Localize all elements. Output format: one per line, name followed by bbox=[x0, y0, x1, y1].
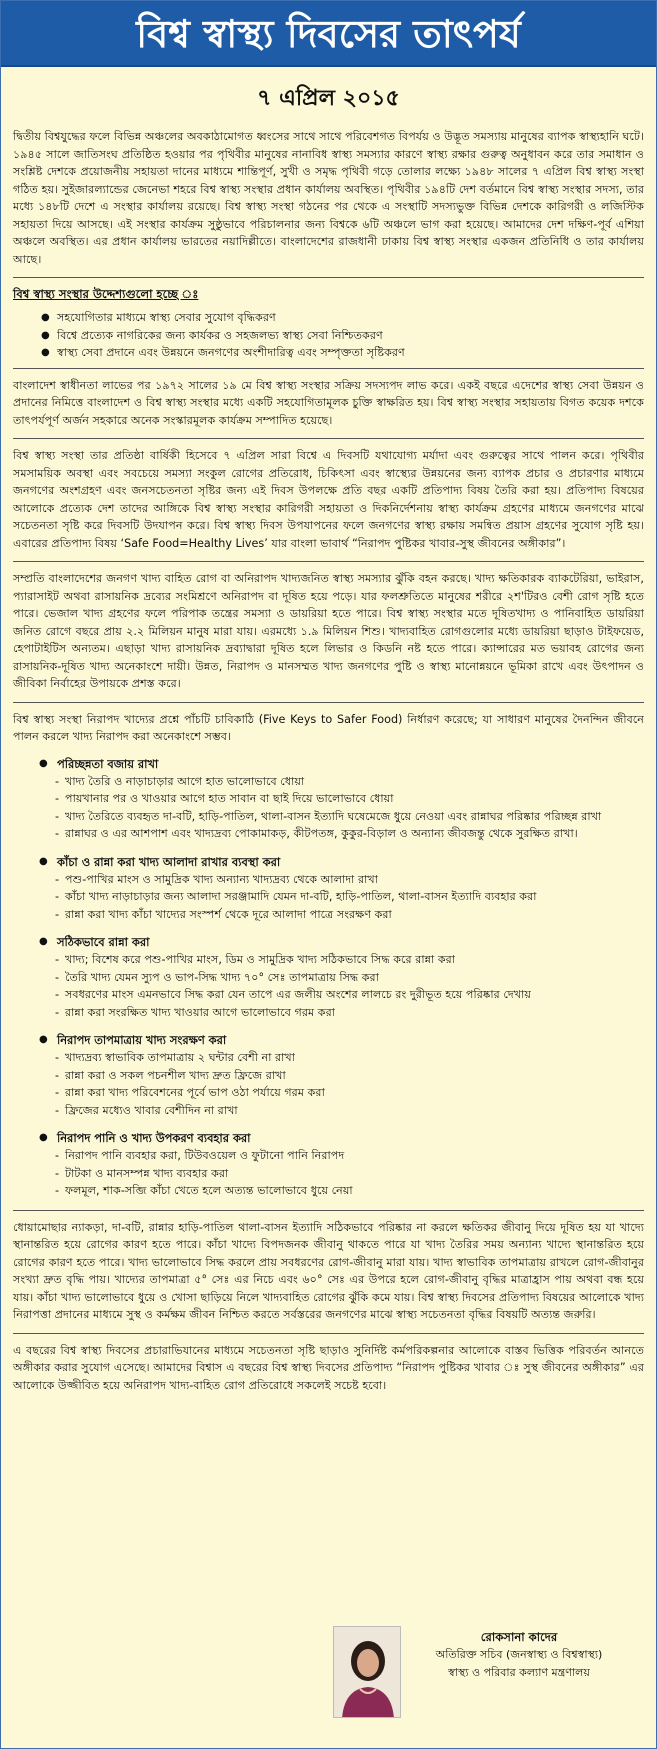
key-item: - রান্না করা সংরক্ষিত খাদ্য খাওয়ার আগে ভালোভাবে গরম করা bbox=[39, 1004, 644, 1022]
key-item: - নিরাপদ পানি ব্যবহার করা, টিউবওয়েল ও ফুটানো পানি নিরাপদ bbox=[39, 1147, 644, 1165]
key-item: - খাদ্য; বিশেষ করে পশু-পাখির মাংস, ডিম ও সামুদ্রিক খাদ্য সঠিকভাবে সিদ্ধ করে রান্না করা bbox=[39, 951, 644, 969]
list-item: ● সহযোগিতার মাধ্যমে স্বাস্থ্য সেবার সুযোগ বৃদ্ধিকরণ bbox=[41, 309, 644, 327]
divider bbox=[13, 1210, 644, 1211]
food-safety-paragraph: সম্প্রতি বাংলাদেশের জনগণ খাদ্য বাহিত রোগ বা অনিরাপদ খাদ্যজনিত স্বাস্থ্য সমস্যার ঝুঁকি বহন করছে। খাদ্য ক্ষতিকারক ব্যাকটেরিয়া, ভাইরাস, প্যারাসাইট অথবা রাসায়নিক দ্রব্যের সংমিশ্রণে অনিরাপদ বা দূষিত হয়ে পড়ে। যার ফলশ্রুতিতে মানুষের শরীরে ২শ'টিরও বেশী রোগ সৃষ্টি হতে পারে। ভেজাল খাদ্য গ্রহণের ফলে পরিপাক তন্ত্রের সমস্যা ও ডায়রিয়া হতে পারে। বিশ্ব স্বাস্থ্য সংস্থার মতে দূষিতখাদ্য ও পানিবাহিত ডায়রিয়া জনিত রোগে বছরে প্রায় ২.২ মিলিয়ন মানুষ মারা যায়। এরমধ্যে ১.৯ মিলিয়ন শিশু। খাদ্যবাহিত রোগগুলোর মধ্যে ডায়রিয়া ছাড়াও টাইফয়েড, হেপাটাইটিস অন্যতম। এছাড়া খাদ্য রাসায়নিক দ্রব্যাদ্বারা দূষিত হলে লিভার ও কিডনি নষ্ট হতে পারে। ক্যান্সারের মত ভয়াবহ রোগের জন্য রাসায়নিক-দূষিত খাদ্য অনেকাংশে দায়ী। উন্নত, নিরাপদ ও মানসম্মত খাদ্য জনগণের পুষ্টি ও স্বাস্থ্য মানোন্নয়নে ভূমিকা রাখে এবং উৎপাদন ও জীবিকা নির্বাহের উপায়কে প্রশস্ত করে। bbox=[13, 572, 644, 690]
key-item: - খাদ্য তৈরিতে ব্যবহৃত দা-বটি, হাড়ি-পাতিল, থালা-বাসন ইত্যাদি ঘষেমেজে ধুয়ে নেওয়া এবং রান্নাঘর পরিষ্কার পরিচ্ছন্ন রাখা bbox=[39, 808, 644, 826]
key-heading: ● কাঁচা ও রান্না করা খাদ্য আলাদা রাখার ব্যবস্থা করা bbox=[39, 853, 644, 871]
five-keys-intro: বিশ্ব স্বাস্থ্য সংস্থা নিরাপদ খাদ্যের প্রশ্নে পাঁচটি চাবিকাঠি (Five Keys to Safer Food) নির্ধারণ করেছে; যা সাধারণ মানুষের দৈনন্দিন জীবনে পালন করলে খাদ্য নিরাপদ করা অনেকাংশে সম্ভব। bbox=[13, 712, 644, 743]
key-item: - রান্না করা খাদ্য পরিবেশনের পূর্বে ভাপ ওঠা পর্যায়ে গরম করা bbox=[39, 1084, 644, 1102]
key-heading: ● পরিচ্ছন্নতা বজায় রাখা bbox=[39, 755, 644, 773]
key-item: - ফ্রিজের মধ্যেও খাবার বেশীদিন না রাখা bbox=[39, 1102, 644, 1120]
page-title: বিশ্ব স্বাস্থ্য দিবসের তাৎপর্য bbox=[1, 1, 656, 67]
date-heading: ৭ এপ্রিল ২০১৫ bbox=[257, 86, 400, 111]
objectives-heading: বিশ্ব স্বাস্থ্য সংস্থার উদ্দেশ্যগুলো হচ্ছে ঃ bbox=[13, 287, 199, 301]
hygiene-paragraph: ধোয়ামোছার ন্যাকড়া, দা-বটি, রান্নার হাড়ি-পাতিল থালা-বাসন ইত্যাদি সঠিকভাবে পরিষ্কার না করলে ক্ষতিকর জীবানু দিয়ে দূষিত হয় যা খাদ্যে স্থানান্তরিত হয়ে রোগের কারণ হতে পারে। কাঁচা খাদ্যে বিপদজনক জীবানু থাকতে পারে যা খাদ্য তৈরির সময় অন্যান্য খাদ্যে স্থানান্তরিত হয়ে রোগের কারণ হতে পারে। খাদ্য ভালোভাবে সিদ্ধ করলে প্রায় সবধরণের রোগ-জীবানু মারা যায়। খাদ্য স্বাভাবিক তাপমাত্রায় রাখলে রোগ-জীবানুর সংখ্যা দ্রুত বৃদ্ধি পায়। খাদ্যের তাপমাত্রা ৫° সেঃ এর নিচে এবং ৬০° সেঃ এর উপরে হলে রোগ-জীবানু বৃদ্ধির মাত্রাহ্রাস পায় অথবা বন্ধ হয়ে যায়। কাঁচা খাদ্য ভালোভাবে ধুয়ে ও খোসা ছাড়িয়ে নিলে খাদ্যবাহিত রোগের ঝুঁকি কমে যায়। বিশ্ব স্বাস্থ্য দিবসের প্রতিপাদ্য বিষয়ের আলোকে খাদ্য নিরাপত্তা প্রদানের মাধ্যমে সুস্থ ও কর্মক্ষম জীবন নিশ্চিত করতে সর্বস্তরের জনগণের মাঝে স্বাস্থ্য সচেতনতা বৃদ্ধির বিষয়টি অত্যন্ত জরুরি। bbox=[13, 1220, 644, 1321]
divider bbox=[13, 702, 644, 703]
article-body bbox=[1, 67, 656, 1748]
key-item: - পশু-পাখির মাংস ও সামুদ্রিক খাদ্য অন্যান্য খাদ্যদ্রব্য থেকে আলাদা রাখা bbox=[39, 871, 644, 889]
key-item: - খাদ্যদ্রব্য স্বাভাবিক তাপমাত্রায় ২ ঘন্টার বেশী না রাখা bbox=[39, 1049, 644, 1067]
key-section-cook bbox=[39, 933, 644, 1021]
author-portrait-icon bbox=[333, 1626, 401, 1718]
key-section-temperature bbox=[39, 1031, 644, 1119]
divider bbox=[13, 561, 644, 562]
key-section-water bbox=[39, 1129, 644, 1200]
intro-paragraph: দ্বিতীয় বিশ্বযুদ্ধের ফলে বিভিন্ন অঞ্চলের অবকাঠামোগত ধ্বংসের সাথে সাথে পরিবেশগত বিপর্যয় ও উদ্ভূত সমস্যায় মানুষের ব্যাপক স্বাস্থ্যহানি ঘটে। ১৯৪৫ সালে জাতিসংঘ প্রতিষ্ঠিত হওয়ার পর পৃথিবীর মানুষের নানাবিধ স্বাস্থ্য সমস্যার কারণে স্বাস্থ্য রক্ষার গুরুত্ব অনুধাবন করে তার সমাধান ও সংশ্লিষ্ট দেশকে প্রয়োজনীয় সহায়তা দানের মাধ্যমে শান্তিপূর্ণ, সুখী ও সমৃদ্ধ পৃথিবী গড়ে তোলার লক্ষ্যে ১৯৪৮ সালের ৭ এপ্রিল বিশ্ব স্বাস্থ্য সংস্থা গঠিত হয়। সুইজারল্যান্ডের জেনেভা শহরে বিশ্ব স্বাস্থ্য সংস্থার প্রধান কার্যালয় অবস্থিত। পৃথিবীর ১৯৪টি দেশ বর্তমানে বিশ্ব স্বাস্থ্য সংস্থার সদস্য, তার মধ্যে ১৪৮টি দেশে এ সংস্থার কার্যালয় রয়েছে। বিশ্ব স্বাস্থ্য সংস্থা গঠনের পর থেকে এ সংস্থাটি সদস্যভুক্ত বিভিন্ন দেশকে কারিগরী ও লজিস্টিক সহায়তা দিয়ে আসছে। এই সংস্থার কার্যক্রম সুষ্ঠুভাবে পরিচালনার জন্য বিশ্বকে ৬টি অঞ্চলে ভাগ করা হয়েছে। আমাদের দেশ দক্ষিণ-পূর্ব এশিয়া অঞ্চলে অবস্থিত। এর প্রধান কার্যালয় ভারতের নয়াদিল্লীতে। বাংলাদেশের রাজধানী ঢাকায় বিশ্ব স্বাস্থ্য সংস্থার একজন প্রতিনিধি ও তার কার্যালয় আছে। bbox=[13, 130, 644, 266]
signatory-ministry: স্বাস্থ্য ও পরিবার কল্যাণ মন্ত্রণালয় bbox=[448, 1666, 590, 1679]
divider bbox=[13, 368, 644, 369]
divider bbox=[13, 438, 644, 439]
key-section-separate bbox=[39, 853, 644, 924]
key-item: - রান্নাঘর ও এর আশপাশ এবং খাদ্যদ্রব্য পোকামাকড়, কীটপতঙ্গ, কুকুর-বিড়াল ও অন্যান্য জীবজন্তু থেকে সুরক্ষিত রাখা। bbox=[39, 825, 644, 843]
divider bbox=[13, 1333, 644, 1334]
objectives-list bbox=[41, 309, 644, 362]
signatory-designation: অতিরিক্ত সচিব (জনস্বাস্থ্য ও বিশ্বস্বাস্থ্য) bbox=[435, 1648, 603, 1661]
closing-paragraph: এ বছরের বিশ্ব স্বাস্থ্য দিবসের প্রচারাভিযানের মাধ্যমে সচেতনতা সৃষ্টি ছাড়াও সুনির্দিষ্ট কর্মপরিকল্পনার আলোকে বাস্তব ভিত্তিক পরিবর্তন আনতে অঙ্গীকার করার সুযোগ এসেছে। আমাদের বিশ্বাস এ বছরের বিশ্ব স্বাস্থ্য দিবসের প্রতিপাদ্য “নিরাপদ পুষ্টিকর খাবার ঃ সুস্থ জীবনের অঙ্গীকার” এর আলোকে উজ্জীবিত হয়ে অনিরাপদ খাদ্য-বাহিত রোগ প্রতিরোধে সকলেই সচেষ্ট হবো। bbox=[13, 1343, 644, 1392]
signature-text bbox=[394, 1628, 644, 1682]
signature-block bbox=[13, 1626, 644, 1736]
divider bbox=[13, 277, 644, 278]
bangladesh-paragraph: বাংলাদেশ স্বাধীনতা লাভের পর ১৯৭২ সালের ১৯ মে বিশ্ব স্বাস্থ্য সংস্থার সক্রিয় সদস্যপদ লাভ করে। একই বছরে এদেশের স্বাস্থ্য সেবা উন্নয়ন ও প্রদানের নিমিত্তে বাংলাদেশ ও বিশ্ব স্বাস্থ্য সংস্থার মধ্যে একটি সহযোগিতামূলক চুক্তি স্বাক্ষরিত হয়। বিশ্ব স্বাস্থ্য সংস্থার সহায়তায় বিগত কয়েক দশকে তাৎপর্যপূর্ণ অর্জন সহকারে অনেক সংস্কারমূলক কার্যক্রম সম্পাদিত হয়েছে। bbox=[13, 378, 644, 427]
key-item: - রান্না করা খাদ্য কাঁচা খাদ্যের সংস্পর্শ থেকে দূরে আলাদা পাত্রে সংরক্ষণ করা bbox=[39, 906, 644, 924]
key-item: - সবধরণের মাংস এমনভাবে সিদ্ধ করা যেন তাপে এর জলীয় অংশের লালচে রং দুরীভূত হয়ে পরিষ্কার দেখায় bbox=[39, 986, 644, 1004]
key-item: - পায়খানার পর ও খাওয়ার আগে হাত সাবান বা ছাই দিয়ে ভালোভাবে ধোয়া bbox=[39, 790, 644, 808]
key-item: - তৈরি খাদ্য যেমন স্যুপ ও ভাপ-সিদ্ধ খাদ্য ৭০° সেঃ তাপমাত্রায় সিদ্ধ করা bbox=[39, 969, 644, 987]
key-section-hygiene bbox=[39, 755, 644, 843]
key-item: - ফলমূল, শাক-সব্জি কাঁচা খেতে হলে অত্যন্ত ভালোভাবে ধুয়ে নেয়া bbox=[39, 1182, 644, 1200]
key-item: - রান্না করা ও সকল পচনশীল খাদ্য দ্রুত ফ্রিজে রাখা bbox=[39, 1067, 644, 1085]
list-item: ● স্বাস্থ্য সেবা প্রদানে এবং উন্নয়নে জনগণের অংশীদারিত্ব এবং সম্পৃক্ততা সৃষ্টিকরণ bbox=[41, 344, 644, 362]
list-item: ● বিশ্বে প্রত্যেক নাগরিকের জন্য কার্যকর ও সহজলভ্য স্বাস্থ্য সেবা নিশ্চিতকরণ bbox=[41, 327, 644, 345]
health-day-paragraph: বিশ্ব স্বাস্থ্য সংস্থা তার প্রতিষ্ঠা বার্ষিকী হিসেবে ৭ এপ্রিল সারা বিশ্বে এ দিবসটি যথাযোগ্য মর্যাদা এবং গুরুত্বের সাথে পালন করে। পৃথিবীর সমসাময়িক অবস্থা এবং সবচেয়ে সমস্যা সংকুল রোগের প্রতিরোধ, চিকিৎসা এবং স্বাস্থ্যের উন্নয়নের জন্য ব্যাপক প্রচার ও প্রচারণার মাধ্যমে জনগণের অংশগ্রহণ এবং জনসচেতনতা সৃষ্টির জন্য এই দিবস উপলক্ষে প্রতি বছর একটি প্রতিপাদ্য বিষয় তৈরি করা হয়। প্রতিপাদ্য বিষয়ের আলোকে প্রত্যেক দেশ তাদের আঙ্গিকে বিশ্ব স্বাস্থ্য সংস্থার কারিগরী সহায়তা ও দিকনির্দেশনায় স্বাস্থ্য কার্যক্রম গ্রহণের মাধ্যমে জনগণের মাঝে সচেতনতা সৃষ্টি করে দিবসটি উদযাপন করে। বিশ্ব স্বাস্থ্য দিবস উপযাপনের ফলে জনগণের স্বাস্থ্য রক্ষায় সমন্বিত প্রয়াস গ্রহণের সুযোগ সৃষ্টি হয়। এবারের প্রতিপাদ্য বিষয় ‘Safe Food=Healthy Lives’ যার বাংলা ভাবার্থ “নিরাপদ পুষ্টিকর খাবার-সুস্থ জীবনের অঙ্গীকার”। bbox=[13, 449, 644, 550]
key-heading: ● নিরাপদ তাপমাত্রায় খাদ্য সংরক্ষণ করা bbox=[39, 1031, 644, 1049]
key-heading: ● সঠিকভাবে রান্না করা bbox=[39, 933, 644, 951]
signatory-name: রোকসানা কাদের bbox=[480, 1630, 558, 1644]
key-item: - খাদ্য তৈরি ও নাড়াচাড়ার আগে হাত ভালোভাবে ধোয়া bbox=[39, 773, 644, 791]
key-item: - কাঁচা খাদ্য নাড়াচাড়ার জন্য আলাদা সরঞ্জামাদি যেমন দা-বটি, হাড়ি-পাতিল, থালা-বাসন ইত্যাদি ব্যবহার করা bbox=[39, 888, 644, 906]
key-heading: ● নিরাপদ পানি ও খাদ্য উপকরণ ব্যবহার করা bbox=[39, 1129, 644, 1147]
key-item: - টাটকা ও মানসম্পন্ন খাদ্য ব্যবহার করা bbox=[39, 1165, 644, 1183]
